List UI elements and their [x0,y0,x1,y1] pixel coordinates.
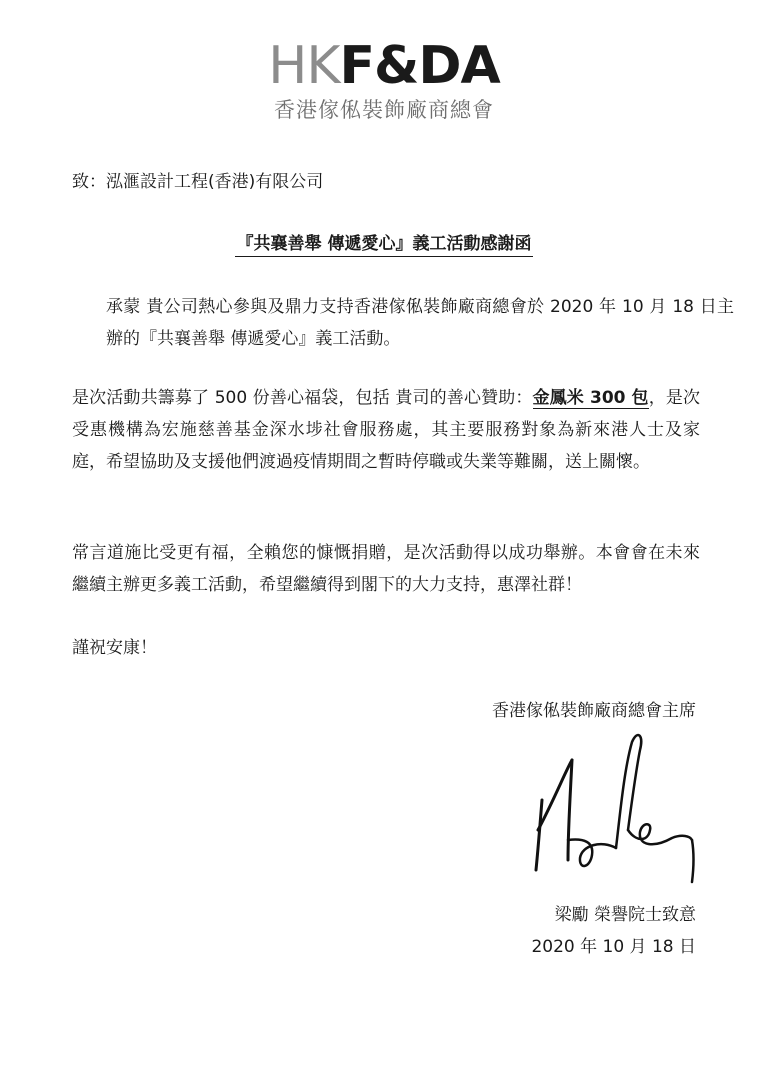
paragraph-3: 常言道施比受更有福，全賴您的慷慨捐贈，是次活動得以成功舉辦。本會會在未來繼續主辦更多義工活動，希望繼續得到閣下的大力支持，惠澤社群！ [72,543,700,595]
logo-hk-text: HK [268,36,340,96]
logo-fda-text: F&DA [339,36,500,96]
signatory-name: 梁勵 榮譽院士致意 [554,905,696,925]
letter-title [0,232,768,256]
letter-title-text: 『共襄善舉 傳遞愛心』義工活動感謝函 [235,234,534,257]
handwritten-signature [524,730,704,890]
sponsorship-highlight: 金鳳米 300 包 [532,388,649,408]
paragraph-2-start: 是次活動共籌募了 500 份善心福袋，包括 貴司的善心贊助： [72,388,533,408]
paragraph-2-end: ，是次受惠機構為宏施慈善基金深水埗社會服務處，其主要服務對象為新來港人士及家庭，希望協助及支援他們渡過疫情期間之暫時停職或失業等難關，送上關懷。 [72,388,700,472]
paragraph-2 [72,382,700,478]
hkfda-logo [0,36,768,124]
letter-date: 2020 年 10 月 18 日 [531,937,696,957]
signatory-title: 香港傢俬裝飾廠商總會主席 [492,701,696,721]
logo-mark [0,36,768,96]
recipient-line: 致：泓滙設計工程(香港)有限公司 [72,172,324,192]
logo-subtitle: 香港傢俬裝飾廠商總會 [274,98,494,122]
closing-line: 謹祝安康！ [72,638,157,658]
paragraph-1: 承蒙 貴公司熱心參與及鼎力支持香港傢俬裝飾廠商總會於 2020 年 10 月 18 日主辦的『共襄善舉 傳遞愛心』義工活動。 [106,297,734,349]
